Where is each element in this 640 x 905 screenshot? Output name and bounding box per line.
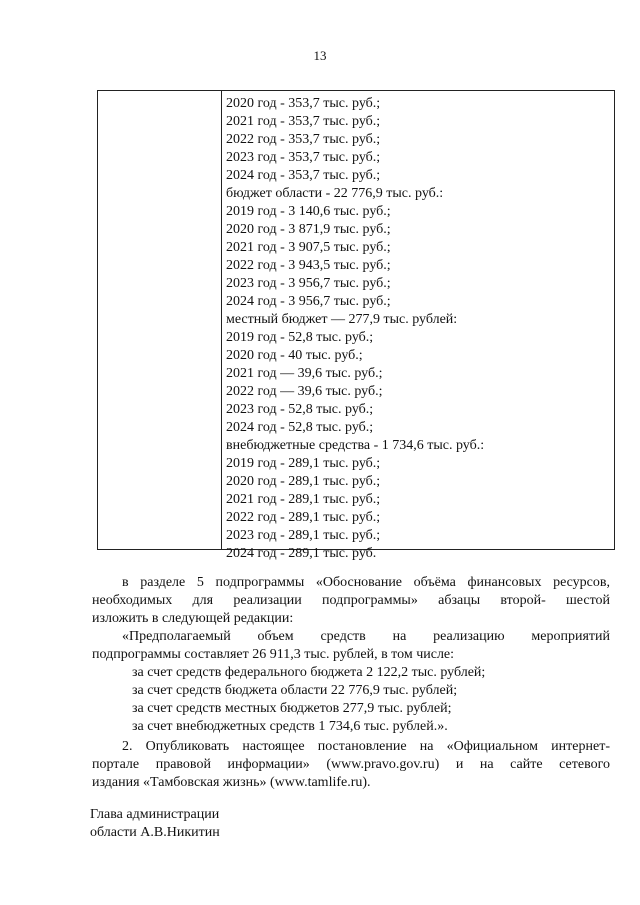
table-line: внебюджетные средства - 1 734,6 тыс. руб.: bbox=[226, 438, 485, 453]
table-line: 2022 год - 353,7 тыс. руб.; bbox=[226, 132, 381, 147]
table-line: 2023 год - 353,7 тыс. руб.; bbox=[226, 150, 381, 165]
table-line: 2023 год - 52,8 тыс. руб.; bbox=[226, 402, 374, 417]
table-line: 2021 год - 3 907,5 тыс. руб.; bbox=[226, 240, 391, 255]
item2-line: издания «Тамбовская жизнь» (www.tamlife.ru). bbox=[92, 775, 371, 790]
section5-line: изложить в следующей редакции: bbox=[92, 611, 294, 626]
table-line: 2023 год - 3 956,7 тыс. руб.; bbox=[226, 276, 391, 291]
item2-line: портале правовой информации» (www.pravo.gov.ru) и на сайте сетевого bbox=[92, 757, 610, 772]
table-column-divider bbox=[221, 91, 222, 549]
table-line: 2023 год - 289,1 тыс. руб.; bbox=[226, 528, 381, 543]
table-line: 2022 год — 39,6 тыс. руб.; bbox=[226, 384, 383, 399]
section5-line: необходимых для реализации подпрограммы» абзацы второй- шестой bbox=[92, 593, 610, 608]
table-line: 2021 год - 289,1 тыс. руб.; bbox=[226, 492, 381, 507]
quote-line: подпрограммы составляет 26 911,3 тыс. рублей, в том числе: bbox=[92, 647, 455, 662]
table-line: 2022 год - 289,1 тыс. руб.; bbox=[226, 510, 381, 525]
budget-line-federal: за счет средств федерального бюджета 2 122,2 тыс. рублей; bbox=[132, 665, 486, 680]
table-line: 2021 год — 39,6 тыс. руб.; bbox=[226, 366, 383, 381]
table-line: 2024 год - 289,1 тыс. руб. bbox=[226, 546, 377, 561]
signature-block bbox=[90, 806, 220, 842]
table-line: 2019 год - 3 140,6 тыс. руб.; bbox=[226, 204, 391, 219]
table-line: 2024 год - 3 956,7 тыс. руб.; bbox=[226, 294, 391, 309]
section5-paragraph bbox=[92, 574, 610, 628]
table-line: 2020 год - 40 тыс. руб.; bbox=[226, 348, 363, 363]
table-line: местный бюджет — 277,9 тыс. рублей: bbox=[226, 312, 458, 327]
table-line: 2024 год - 52,8 тыс. руб.; bbox=[226, 420, 374, 435]
table-line: 2020 год - 353,7 тыс. руб.; bbox=[226, 96, 381, 111]
table-line: 2019 год - 289,1 тыс. руб.; bbox=[226, 456, 381, 471]
page-number: 13 bbox=[313, 48, 327, 63]
budget-line-local: за счет средств местных бюджетов 277,9 тыс. рублей; bbox=[132, 701, 452, 716]
quote-line: «Предполагаемый объем средств на реализацию мероприятий bbox=[122, 629, 610, 644]
table-line: бюджет области - 22 776,9 тыс. руб.: bbox=[226, 186, 444, 201]
signature-title: Глава администрации bbox=[90, 807, 220, 822]
table-line: 2021 год - 353,7 тыс. руб.; bbox=[226, 114, 381, 129]
item2-line: 2. Опубликовать настоящее постановление на «Официальном интернет- bbox=[122, 739, 610, 754]
table-funding-cell bbox=[226, 95, 484, 563]
quote-paragraph bbox=[92, 628, 610, 664]
table-line: 2022 год - 3 943,5 тыс. руб.; bbox=[226, 258, 391, 273]
table-line: 2020 год - 289,1 тыс. руб.; bbox=[226, 474, 381, 489]
funding-table bbox=[97, 90, 615, 561]
item2-paragraph bbox=[92, 738, 610, 792]
budget-line-extrabudgetary: за счет внебюджетных средств 1 734,6 тыс. рублей.». bbox=[132, 719, 448, 734]
section5-line: в разделе 5 подпрограммы «Обоснование объёма финансовых ресурсов, bbox=[122, 575, 610, 590]
budget-line-region: за счет средств бюджета области 22 776,9 тыс. рублей; bbox=[132, 683, 458, 698]
table-line: 2019 год - 52,8 тыс. руб.; bbox=[226, 330, 374, 345]
table-line: 2020 год - 3 871,9 тыс. руб.; bbox=[226, 222, 391, 237]
signature-name: области А.В.Никитин bbox=[90, 825, 220, 840]
table-line: 2024 год - 353,7 тыс. руб.; bbox=[226, 168, 381, 183]
